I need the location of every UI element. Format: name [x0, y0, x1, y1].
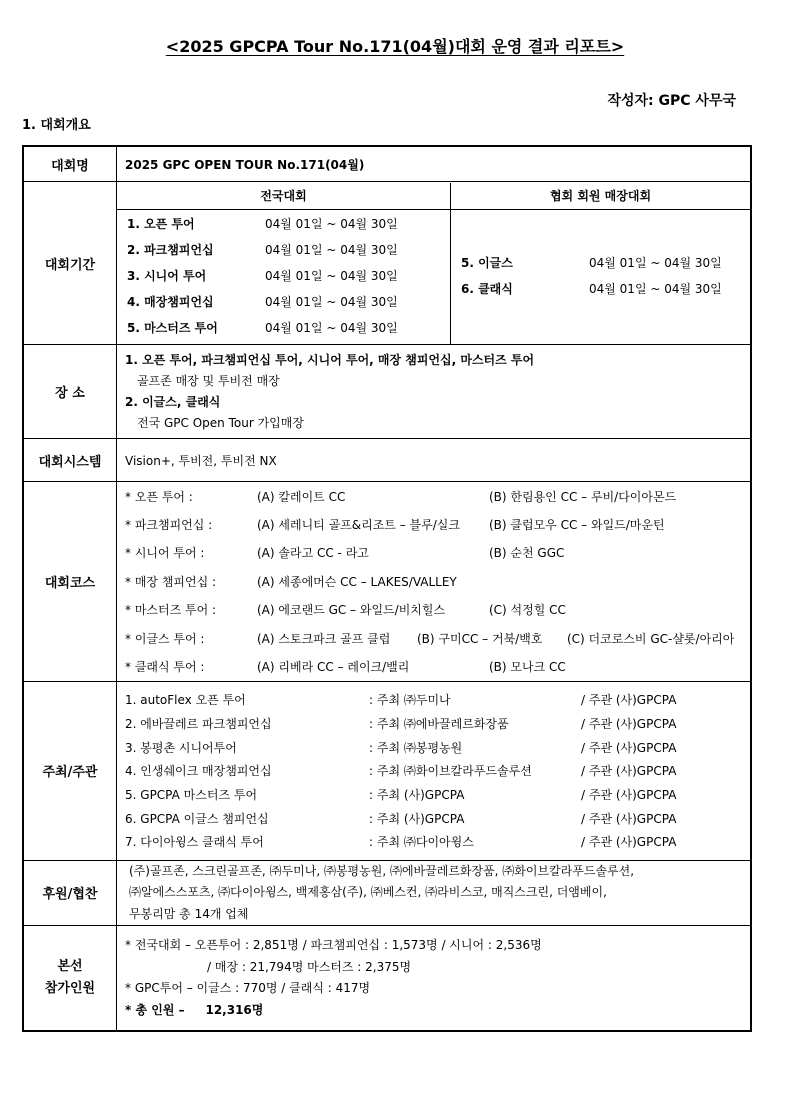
label-sponsor: 후원/협찬 — [23, 860, 117, 926]
national-item: 5. 마스터즈 투어 04월 01일 ~ 04월 30일 — [127, 321, 398, 335]
member-list — [451, 209, 751, 344]
label-period: 대회기간 — [23, 182, 117, 345]
row-host — [23, 681, 751, 860]
participants-cell — [117, 926, 752, 1032]
venue-line: 전국 GPC Open Tour 가입매장 — [137, 415, 304, 430]
sponsor-line: ㈜알에스스포츠, ㈜다이아윙스, 백제홍삼(주), ㈜베스컨, ㈜라비스코, 매직스크린, 더앰베이, — [129, 885, 607, 900]
venue-line: 2. 이글스, 클래식 — [125, 394, 221, 409]
national-item: 4. 매장챔피언십 04월 01일 ~ 04월 30일 — [127, 295, 398, 309]
course-row: * 매장 챔피언십 : (A) 세종에머슨 CC – LAKES/VALLEY — [125, 574, 457, 589]
label-participants-line1: 본선 — [57, 959, 83, 975]
sponsor-cell — [117, 860, 752, 926]
course-row: * 클래식 투어 : (A) 리베라 CC – 레이크/밸리 (B) 모나크 CC — [125, 660, 566, 675]
course-cell — [117, 482, 752, 682]
label-host: 주최/주관 — [23, 681, 117, 860]
label-tournament-name: 대회명 — [23, 146, 117, 182]
sponsor-line: (주)골프존, 스크린골프존, ㈜두미나, ㈜봉평농원, ㈜에바끌레르화장품, ㈜화이브칼라푸드솔루션, — [129, 863, 635, 878]
national-header: 전국대회 — [117, 183, 451, 210]
host-row: 2. 에바끌레르 파크챔피언십 : 주최 ㈜에바끌레르화장품 / 주관 (사)GPCPA — [125, 716, 677, 731]
row-system — [23, 439, 751, 482]
member-item: 6. 클래식 04월 01일 ~ 04월 30일 — [461, 282, 722, 296]
national-item: 3. 시니어 투어 04월 01일 ~ 04월 30일 — [127, 269, 398, 283]
host-row: 6. GPCPA 이글스 챔피언십 : 주최 (사)GPCPA / 주관 (사)GPCPA — [125, 811, 677, 826]
tournament-name-value: 2025 GPC OPEN TOUR No.171(04월) — [117, 146, 752, 182]
national-item: 2. 파크챔피언십 04월 01일 ~ 04월 30일 — [127, 243, 398, 257]
venue-line: 1. 오픈 투어, 파크챔피언십 투어, 시니어 투어, 매장 챔피언십, 마스터즈 투어 — [125, 352, 535, 367]
course-row: * 이글스 투어 : (A) 스토크파크 골프 클럽 (B) 구미CC – 거북/백호 (C) 더코로스비 GC-샬롯/아리아 — [125, 631, 735, 646]
label-participants — [23, 926, 117, 1032]
host-row: 5. GPCPA 마스터즈 투어 : 주최 (사)GPCPA / 주관 (사)GPCPA — [125, 787, 677, 802]
report-title: <2025 GPCPA Tour No.171(04월)대회 운영 결과 리포트> — [165, 37, 625, 56]
period-table — [117, 183, 750, 344]
venue-cell — [117, 345, 752, 439]
member-header: 협회 회원 매장대회 — [451, 183, 751, 210]
label-venue: 장 소 — [23, 345, 117, 439]
row-course — [23, 482, 751, 682]
host-row: 1. autoFlex 오픈 투어 : 주최 ㈜두미나 / 주관 (사)GPCPA — [125, 693, 677, 708]
national-list — [117, 209, 451, 344]
overview-table — [22, 145, 752, 1032]
row-participants — [23, 926, 751, 1032]
course-row: * 파크챔피언십 : (A) 세레니티 골프&리조트 – 블루/실크 (B) 클럽모우 CC – 와일드/마운틴 — [125, 518, 665, 533]
member-item: 5. 이글스 04월 01일 ~ 04월 30일 — [461, 256, 722, 270]
label-course: 대회코스 — [23, 482, 117, 682]
participants-line: * 전국대회 – 오픈투어 : 2,851명 / 파크챔피언십 : 1,573명 / 시니어 : 2,536명 — [125, 938, 542, 953]
row-tournament-name — [23, 146, 751, 182]
host-row: 3. 봉평촌 시니어투어 : 주최 ㈜봉평농원 / 주관 (사)GPCPA — [125, 740, 677, 755]
author-line: 작성자: GPC 사무국 — [607, 93, 736, 109]
course-row: * 마스터즈 투어 : (A) 에코랜드 GC – 와일드/비치힐스 (C) 석정힐 CC — [125, 603, 566, 618]
row-period — [23, 182, 751, 345]
national-item: 1. 오픈 투어 04월 01일 ~ 04월 30일 — [127, 217, 398, 231]
sponsor-line: 무봉리맘 총 14개 업체 — [129, 906, 249, 921]
period-cell — [117, 182, 752, 345]
participants-line: / 매장 : 21,794명 마스터즈 : 2,375명 — [207, 959, 412, 974]
row-sponsor — [23, 860, 751, 926]
course-row: * 오픈 투어 : (A) 칼레이트 CC (B) 한림용인 CC – 루비/다이아몬드 — [125, 489, 677, 504]
host-row: 7. 다이아윙스 클래식 투어 : 주최 ㈜다이아윙스 / 주관 (사)GPCPA — [125, 835, 677, 850]
system-value: Vision+, 투비전, 투비전 NX — [117, 439, 752, 482]
host-row: 4. 인생쉐이크 매장챔피언십 : 주최 ㈜화이브칼라푸드솔루션 / 주관 (사)GPCPA — [125, 764, 677, 779]
participants-line: * GPC투어 – 이글스 : 770명 / 클래식 : 417명 — [125, 981, 371, 996]
label-participants-line2: 참가인원 — [44, 981, 96, 997]
label-system: 대회시스템 — [23, 439, 117, 482]
host-cell — [117, 681, 752, 860]
venue-line: 골프존 매장 및 투비전 매장 — [137, 373, 280, 388]
row-venue — [23, 345, 751, 439]
participants-total: * 총 인원 – 12,316명 — [125, 1002, 264, 1017]
course-row: * 시니어 투어 : (A) 솔라고 CC - 라고 (B) 순천 GGC — [125, 546, 565, 561]
section-heading: 1. 대회개요 — [22, 118, 91, 133]
